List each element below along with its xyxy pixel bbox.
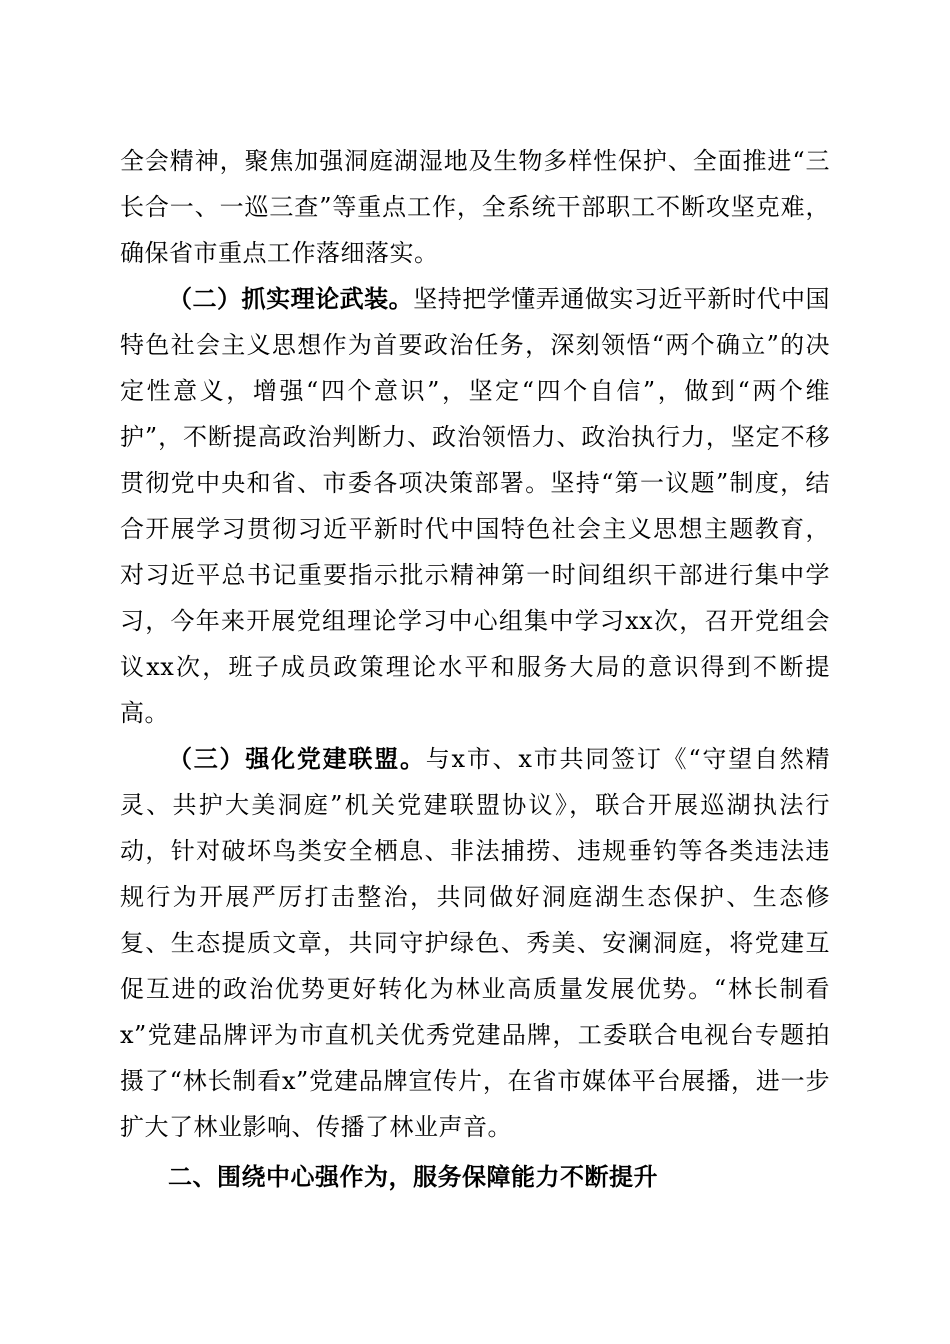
paragraph-text: 全会精神，聚焦加强洞庭湖湿地及生物多样性保护、全面推进“三长合一、一巡三查”等重点工作，全系统干部职工不断攻坚克难，确保省市重点工作落细落实。 — [120, 147, 830, 267]
paragraph-theory-study — [120, 276, 830, 736]
paragraph-text: 与x市、x市共同签订《“守望自然精灵、共护大美洞庭”机关党建联盟协议》，联合开展巡湖执法行动，针对破坏鸟类安全栖息、非法捕捞、违规垂钓等各类违法违规行为开展严厉打击整治，共同做好洞庭湖生态保护、生态修复、生态提质文章，共同守护绿色、秀美、安澜洞庭，将党建互促互进的政治优势更好转化为林业高质量发展优势。“林长制看x”党建品牌评为市直机关优秀党建品牌，工委联合电视台专题拍摄了“林长制看x”党建品牌宣传片，在省市媒体平台展播，进一步扩大了林业影响、传播了林业声音。 — [120, 745, 831, 1141]
paragraph-lead-title: （二）抓实理论武装。 — [168, 284, 414, 313]
paragraph-lead-title: （三）强化党建联盟。 — [168, 744, 426, 773]
document-body — [120, 138, 830, 1200]
section-heading: 二、围绕中心强作为，服务保障能力不断提升 — [168, 1163, 658, 1191]
paragraph-text: 坚持把学懂弄通做实习近平新时代中国特色社会主义思想作为首要政治任务，深刻领悟“两个确立”的决定性意义，增强“四个意识”，坚定“四个自信”，做到“两个维护”，不断提高政治判断力、政治领悟力、政治执行力，坚定不移贯彻党中央和省、市委各项决策部署。坚持“第一议题”制度，结合开展学习贯彻习近平新时代中国特色社会主义思想主题教育，对习近平总书记重要指示批示精神第一时间组织干部进行集中学习，今年来开展党组理论学习中心组集中学习xx次，召开党组会议xx次，班子成员政策理论水平和服务大局的意识得到不断提高。 — [120, 285, 831, 727]
paragraph-continuation — [120, 138, 830, 276]
paragraph-party-alliance — [120, 736, 830, 1150]
